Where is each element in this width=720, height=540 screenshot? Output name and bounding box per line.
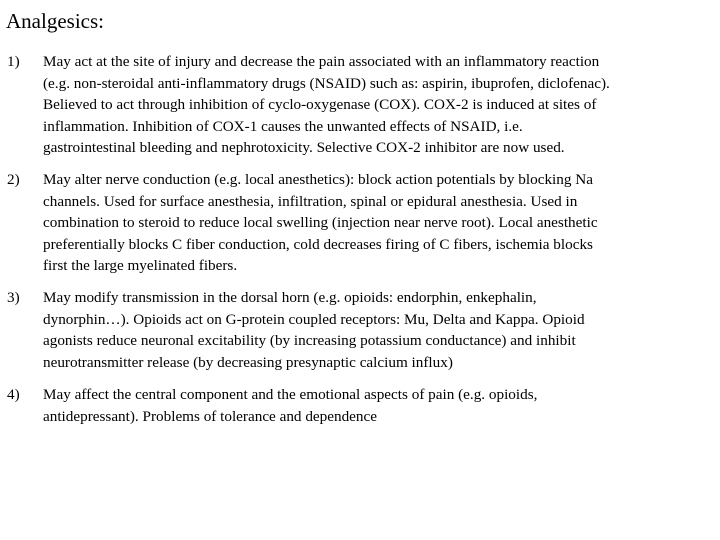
text-line: Believed to act through inhibition of cyclo-oxygenase (COX). COX-2 is induced at sites of xyxy=(43,96,597,114)
item-number: 2) xyxy=(7,171,20,188)
item-number: 3) xyxy=(7,289,20,306)
item-number: 4) xyxy=(7,386,20,403)
text-line: May alter nerve conduction (e.g. local anesthetics): block action potentials by blocking Na xyxy=(43,171,593,188)
text-line: first the large myelinated fibers. xyxy=(43,257,238,275)
list-item-3 xyxy=(7,287,712,373)
text-line: preferentially blocks C fiber conduction, cold decreases firing of C fibers, ischemia blocks xyxy=(43,235,593,253)
text-line: May affect the central component and the emotional aspects of pain (e.g. opioids, xyxy=(43,386,538,403)
item-text xyxy=(43,169,712,277)
list-item-2 xyxy=(7,169,712,277)
text-line: agonists reduce neuronal excitability (by increasing potassium conductance) and inhibit xyxy=(43,332,576,350)
item-text xyxy=(43,287,712,373)
text-line: combination to steroid to reduce local swelling (injection near nerve root). Local anesthetic xyxy=(43,214,598,232)
text-line: gastrointestinal bleeding and nephrotoxicity. Selective COX-2 inhibitor are now used. xyxy=(43,139,565,157)
text-line: dynorphin…). Opioids act on G-protein coupled receptors: Mu, Delta and Kappa. Opioid xyxy=(43,310,585,328)
text-line: antidepressant). Problems of tolerance and dependence xyxy=(43,407,377,425)
item-text xyxy=(43,384,712,427)
text-line: May modify transmission in the dorsal horn (e.g. opioids: endorphin, enkephalin, xyxy=(43,289,537,306)
list-item-4 xyxy=(7,384,712,427)
text-line: inflammation. Inhibition of COX-1 causes the unwanted effects of NSAID, i.e. xyxy=(43,117,523,135)
text-line: neurotransmitter release (by decreasing presynaptic calcium influx) xyxy=(43,353,453,371)
item-number: 1) xyxy=(7,53,20,70)
item-text xyxy=(43,51,712,159)
text-line: (e.g. non-steroidal anti-inflammatory drugs (NSAID) such as: aspirin, ibuprofen, diclofenac). xyxy=(43,74,610,92)
list-item-1 xyxy=(7,51,712,159)
page-title: Analgesics: xyxy=(6,9,104,33)
text-line: channels. Used for surface anesthesia, infiltration, spinal or epidural anesthesia. Used in xyxy=(43,192,578,210)
text-line: May act at the site of injury and decrease the pain associated with an inflammatory reaction xyxy=(43,53,600,70)
